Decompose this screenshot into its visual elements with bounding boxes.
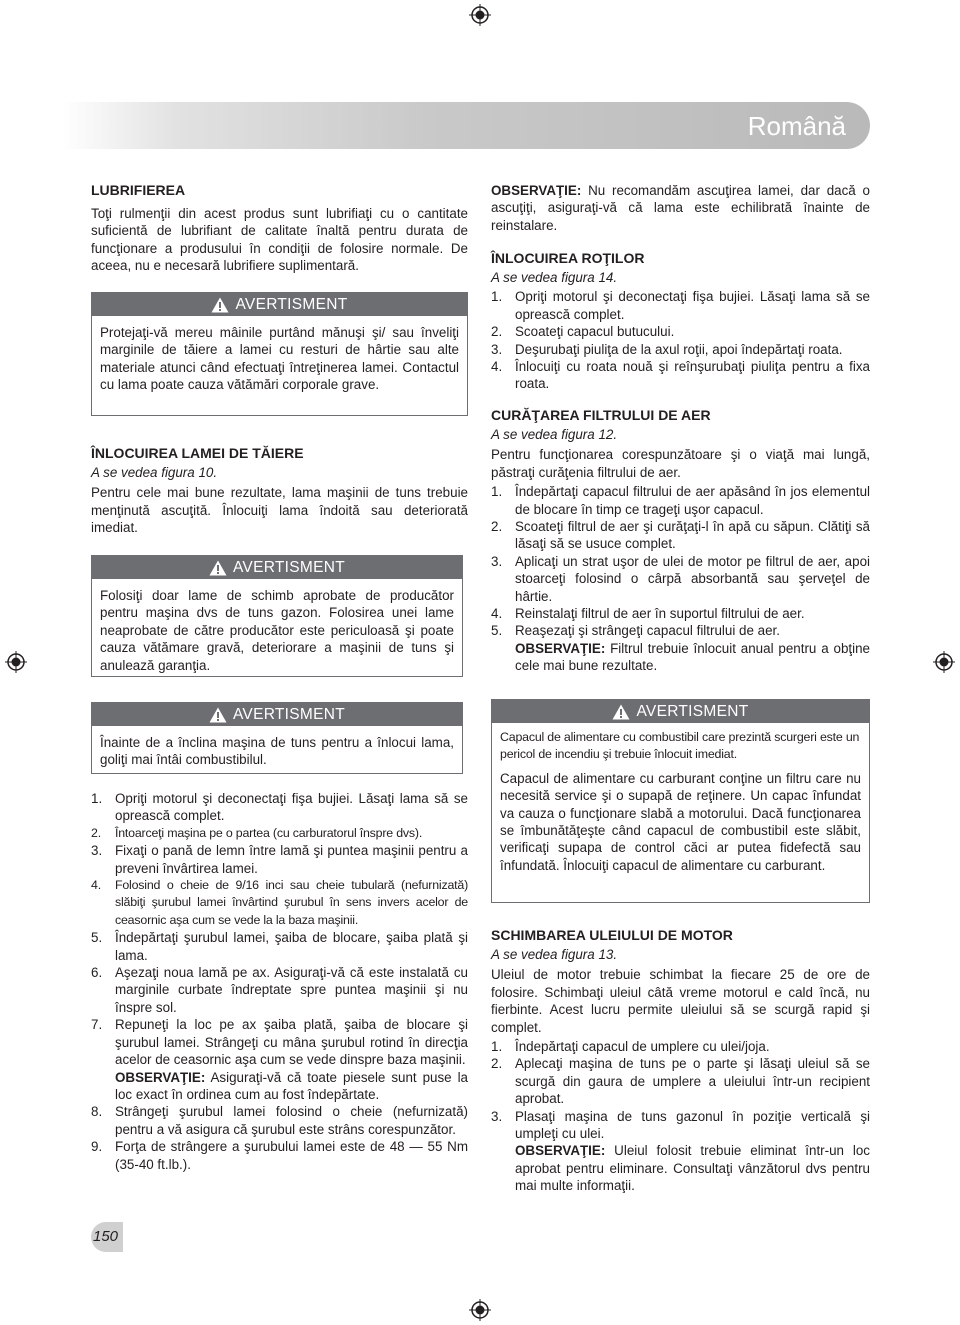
oil-change-heading: SCHIMBAREA ULEIULUI DE MOTOR bbox=[491, 927, 733, 943]
warning-title: AVERTISMENT bbox=[232, 705, 346, 723]
air-filter-heading: CURĂŢAREA FILTRULUI DE AER bbox=[491, 407, 711, 423]
wheels-figure-ref: A se vedea figura 14. bbox=[491, 270, 618, 285]
oil-change-section bbox=[491, 926, 870, 1195]
registration-mark-icon bbox=[469, 1299, 491, 1321]
list-item: 3. Fixaţi o pană de lemn între lamă şi puntea maşinii pentru a preveni învârtirea lamei. bbox=[91, 843, 468, 876]
list-item: 3. Aplicaţi un strat uşor de ulei de motor pe filtrul de aer, apoi stoarceţi folosind o cârpă absorbantă sau şerveţel de hârtie. bbox=[491, 553, 870, 604]
warning-text: Înainte de a înclina maşina de tuns pentru a înlocui lama, goliţi mai întâi combustibilul. bbox=[100, 735, 454, 768]
list-item: 1. Îndepărtaţi capacul filtrului de aer apăsând în jos elementul de blocare în timp ce trageţi uşor capacul. bbox=[491, 484, 870, 517]
warning-triangle-icon bbox=[211, 297, 229, 313]
list-item: 1. Opriţi motorul şi deconectaţi fişa bujiei. Lăsaţi lama să se oprească complet. bbox=[91, 791, 468, 824]
air-filter-section bbox=[491, 406, 870, 675]
list-item: 1. Opriţi motorul şi deconectaţi fişa bujiei. Lăsaţi lama să se oprească complet. bbox=[491, 289, 870, 322]
air-filter-figure-ref: A se vedea figura 12. bbox=[491, 427, 618, 442]
list-item: 4. Înlocuiţi cu roata nouă şi reînşurubaţi piuliţa pentru a fixa roata. bbox=[491, 359, 870, 392]
warning-title: AVERTISMENT bbox=[232, 558, 346, 576]
step-note: OBSERVAŢIE: Asiguraţi-vă că toate piesele sunt puse la loc exact în ordinea cum au fost îndepărtate. bbox=[115, 1069, 468, 1102]
list-item: 4. Reinstalaţi filtrul de aer în suportul filtrului de aer. bbox=[491, 606, 805, 622]
blade-figure-ref: A se vedea figura 10. bbox=[91, 465, 218, 480]
warning-title: AVERTISMENT bbox=[235, 295, 348, 313]
warning-triangle-icon bbox=[209, 707, 227, 723]
blade-steps bbox=[91, 790, 468, 1173]
warning-header bbox=[92, 556, 462, 579]
warning-header bbox=[492, 700, 869, 723]
sharpening-note: OBSERVAŢIE: Nu recomandăm ascuţirea lamei, dar dacă o ascuţiţi, asiguraţi-vă că lama este echilibrată înainte de reinstalare. bbox=[491, 183, 870, 233]
list-item: 1. Îndepărtaţi capacul de umplere cu ulei/joja. bbox=[491, 1039, 770, 1055]
list-item: 6. Aşezaţi noua lamă pe ax. Asiguraţi-vă că este instalată cu marginile curbate îndreptate spre puntea maşinii şi nu înspre sol. bbox=[91, 965, 468, 1015]
registration-mark-icon bbox=[469, 4, 491, 26]
list-item: 4. Folosind o cheie de 9/16 inci sau cheie tubulară (nefurnizată) slăbiţi şurubul lamei învârtind şurubul în sens invers acelor de ceasornic aşa cum se vede la la baza maşinii. bbox=[91, 878, 468, 927]
warning-header bbox=[92, 293, 467, 316]
step-note: OBSERVAŢIE: Uleiul folosit trebuie eliminat într-un loc aprobat pentru eliminare. Consultaţi vânzătorul dvs pentru mai multe informaţii. bbox=[515, 1143, 870, 1194]
list-item: 5. Îndepărtaţi şurubul lamei, şaiba de blocare, şaiba plată şi lama. bbox=[91, 930, 468, 963]
step-note: OBSERVAŢIE: Filtrul trebuie înlocuit anual pentru a obţine cele mai bune rezultate. bbox=[515, 640, 870, 674]
warning-triangle-icon bbox=[209, 560, 227, 576]
registration-mark-icon bbox=[5, 651, 27, 673]
list-item: 2. Aplecaţi maşina de tuns pe o parte şi lăsaţi uleiul să se scurgă din gaura de umplere a uleiului într-un recipient aprobat. bbox=[491, 1056, 870, 1107]
language-label: Română bbox=[747, 111, 846, 141]
list-item: 3. Deşurubaţi piuliţa de la axul roţii, apoi îndepărtaţi roata. bbox=[491, 341, 843, 357]
blade-text: Pentru cele mai bune rezultate, lama maşinii de tuns trebuie menţinută ascuţită. Înlocuiţi lama îndoită sau deteriorată imediat. bbox=[91, 485, 468, 536]
wheels-heading: ÎNLOCUIREA ROŢILOR bbox=[491, 250, 645, 266]
registration-mark-icon bbox=[933, 651, 955, 673]
list-item: 2. Scoateţi capacul butucului. bbox=[491, 324, 675, 340]
page-number: 150 bbox=[93, 1228, 119, 1245]
warning-box-fuel bbox=[91, 702, 463, 774]
air-filter-text: Pentru funcţionarea corespunzătoare şi o viaţă mai lungă, păstraţi curăţenia filtrului de aer. bbox=[491, 447, 870, 480]
lubrication-text: Toţi rulmenţii din acest produs sunt lubrifiaţi cu o cantitate suficientă de lubrifiant de calitate înaltă pentru durata de funcţionare a produsului în condiţii de folosire normale. De aceea, nu e necesară lubrifiere suplimentară. bbox=[91, 206, 468, 274]
list-item: 9. Forţa de strângere a şurubului lamei este de 48 — 55 Nm (35-40 ft.lb.). bbox=[91, 1139, 468, 1172]
oil-change-figure-ref: A se vedea figura 13. bbox=[491, 947, 618, 962]
list-item: 3. Plasaţi maşina de tuns gazonul în poziţie verticală şi umpleţi cu ulei. OBSERVAŢIE: Uleiul folosit trebuie eliminat într-un loc aprobat pentru eliminare. Consultaţi vânzătorul dvs pentru mai multe informaţii. bbox=[491, 1108, 870, 1194]
blade-heading: ÎNLOCUIREA LAMEI DE TĂIERE bbox=[91, 445, 304, 461]
warning-triangle-icon bbox=[612, 704, 630, 720]
warning-text: Capacul de alimentare cu carburant conţine un filtru care nu necesită service şi o supapă de reţinere. Un capac înfundat va cauza o funcţionare slabă a motorului. Dacă funcţionarea se îmbunătăţeşte când capacul de combustibil este slăbit, verificaţi supapa de control căci ar putea fidefectă sau înfundată. Înlocuiţi capacul de alimentare cu carburant. bbox=[500, 770, 861, 873]
lubrication-section bbox=[91, 181, 468, 275]
warning-header bbox=[92, 703, 462, 726]
list-item: 2. Întoarceţi maşina pe o partea (cu carburatorul înspre dvs). bbox=[91, 825, 423, 840]
lubrication-heading: LUBRIFIEREA bbox=[91, 182, 186, 198]
warning-text: Folosiţi doar lame de schimb aprobate de producător pentru maşina dvs de tuns gazon. Folosirea unei lame neaprobate de către producător este periculoasă şi poate cauza vătămare gravă, deteriorare a maşinii de tuns şi anulează garanţia. bbox=[100, 588, 454, 673]
blade-section bbox=[91, 444, 468, 537]
warning-box-gloves bbox=[91, 292, 468, 416]
warning-text: Capacul de alimentare cu combustibil care prezintă scurgeri este un pericol de incendiu şi trebuie înlocuit imediat. bbox=[500, 730, 860, 762]
list-item: 7. Repuneţi la loc pe ax şaiba plată, şaiba de blocare şi şurubul lamei. Strângeţi cu mâna şurubul rotind în direcţia acelor de ceasornic aşa cum se vede dinspre baza maşinii. OBSERVAŢIE: Asiguraţi-vă că toate piesele sunt puse la loc exact în ordinea cum au fost îndepărtate. bbox=[91, 1017, 468, 1102]
language-header-band bbox=[62, 102, 870, 149]
list-item: 2. Scoateţi filtrul de aer şi curăţaţi-l în apă cu săpun. Clătiţi să lăsaţi să se usuce complet. bbox=[491, 519, 870, 552]
list-item: 5. Reaşezaţi şi strângeţi capacul filtrului de aer. OBSERVAŢIE: Filtrul trebuie înlocuit anual pentru a obţine cele mai bune rezultate. bbox=[491, 623, 870, 674]
list-item: 8. Strângeţi şurubul lamei folosind o cheie (nefurnizată) pentru a vă asigura că şurubul este strâns corespunzător. bbox=[91, 1104, 468, 1137]
warning-title: AVERTISMENT bbox=[636, 702, 749, 720]
warning-box-fuel-cap bbox=[491, 699, 870, 903]
wheels-section bbox=[491, 249, 870, 393]
oil-change-text: Uleiul de motor trebuie schimbat la fiecare 25 de ore de folosire. Schimbaţi uleiul câtă vreme motorul e cald încă, nu fierbinte. Acest lucru permite uleiului să se scurgă rapid şi complet. bbox=[491, 967, 870, 1035]
warning-box-blades bbox=[91, 555, 463, 677]
warning-text: Protejaţi-vă mereu mâinile purtând mănuşi şi/ sau înveliţi marginile de tăiere a lamei cu resturi de hârtie sau alte materiale atunci când efectuaţi întreţinerea lamei. Contactul cu lama poate cauza vătămări corporale grave. bbox=[100, 325, 459, 393]
